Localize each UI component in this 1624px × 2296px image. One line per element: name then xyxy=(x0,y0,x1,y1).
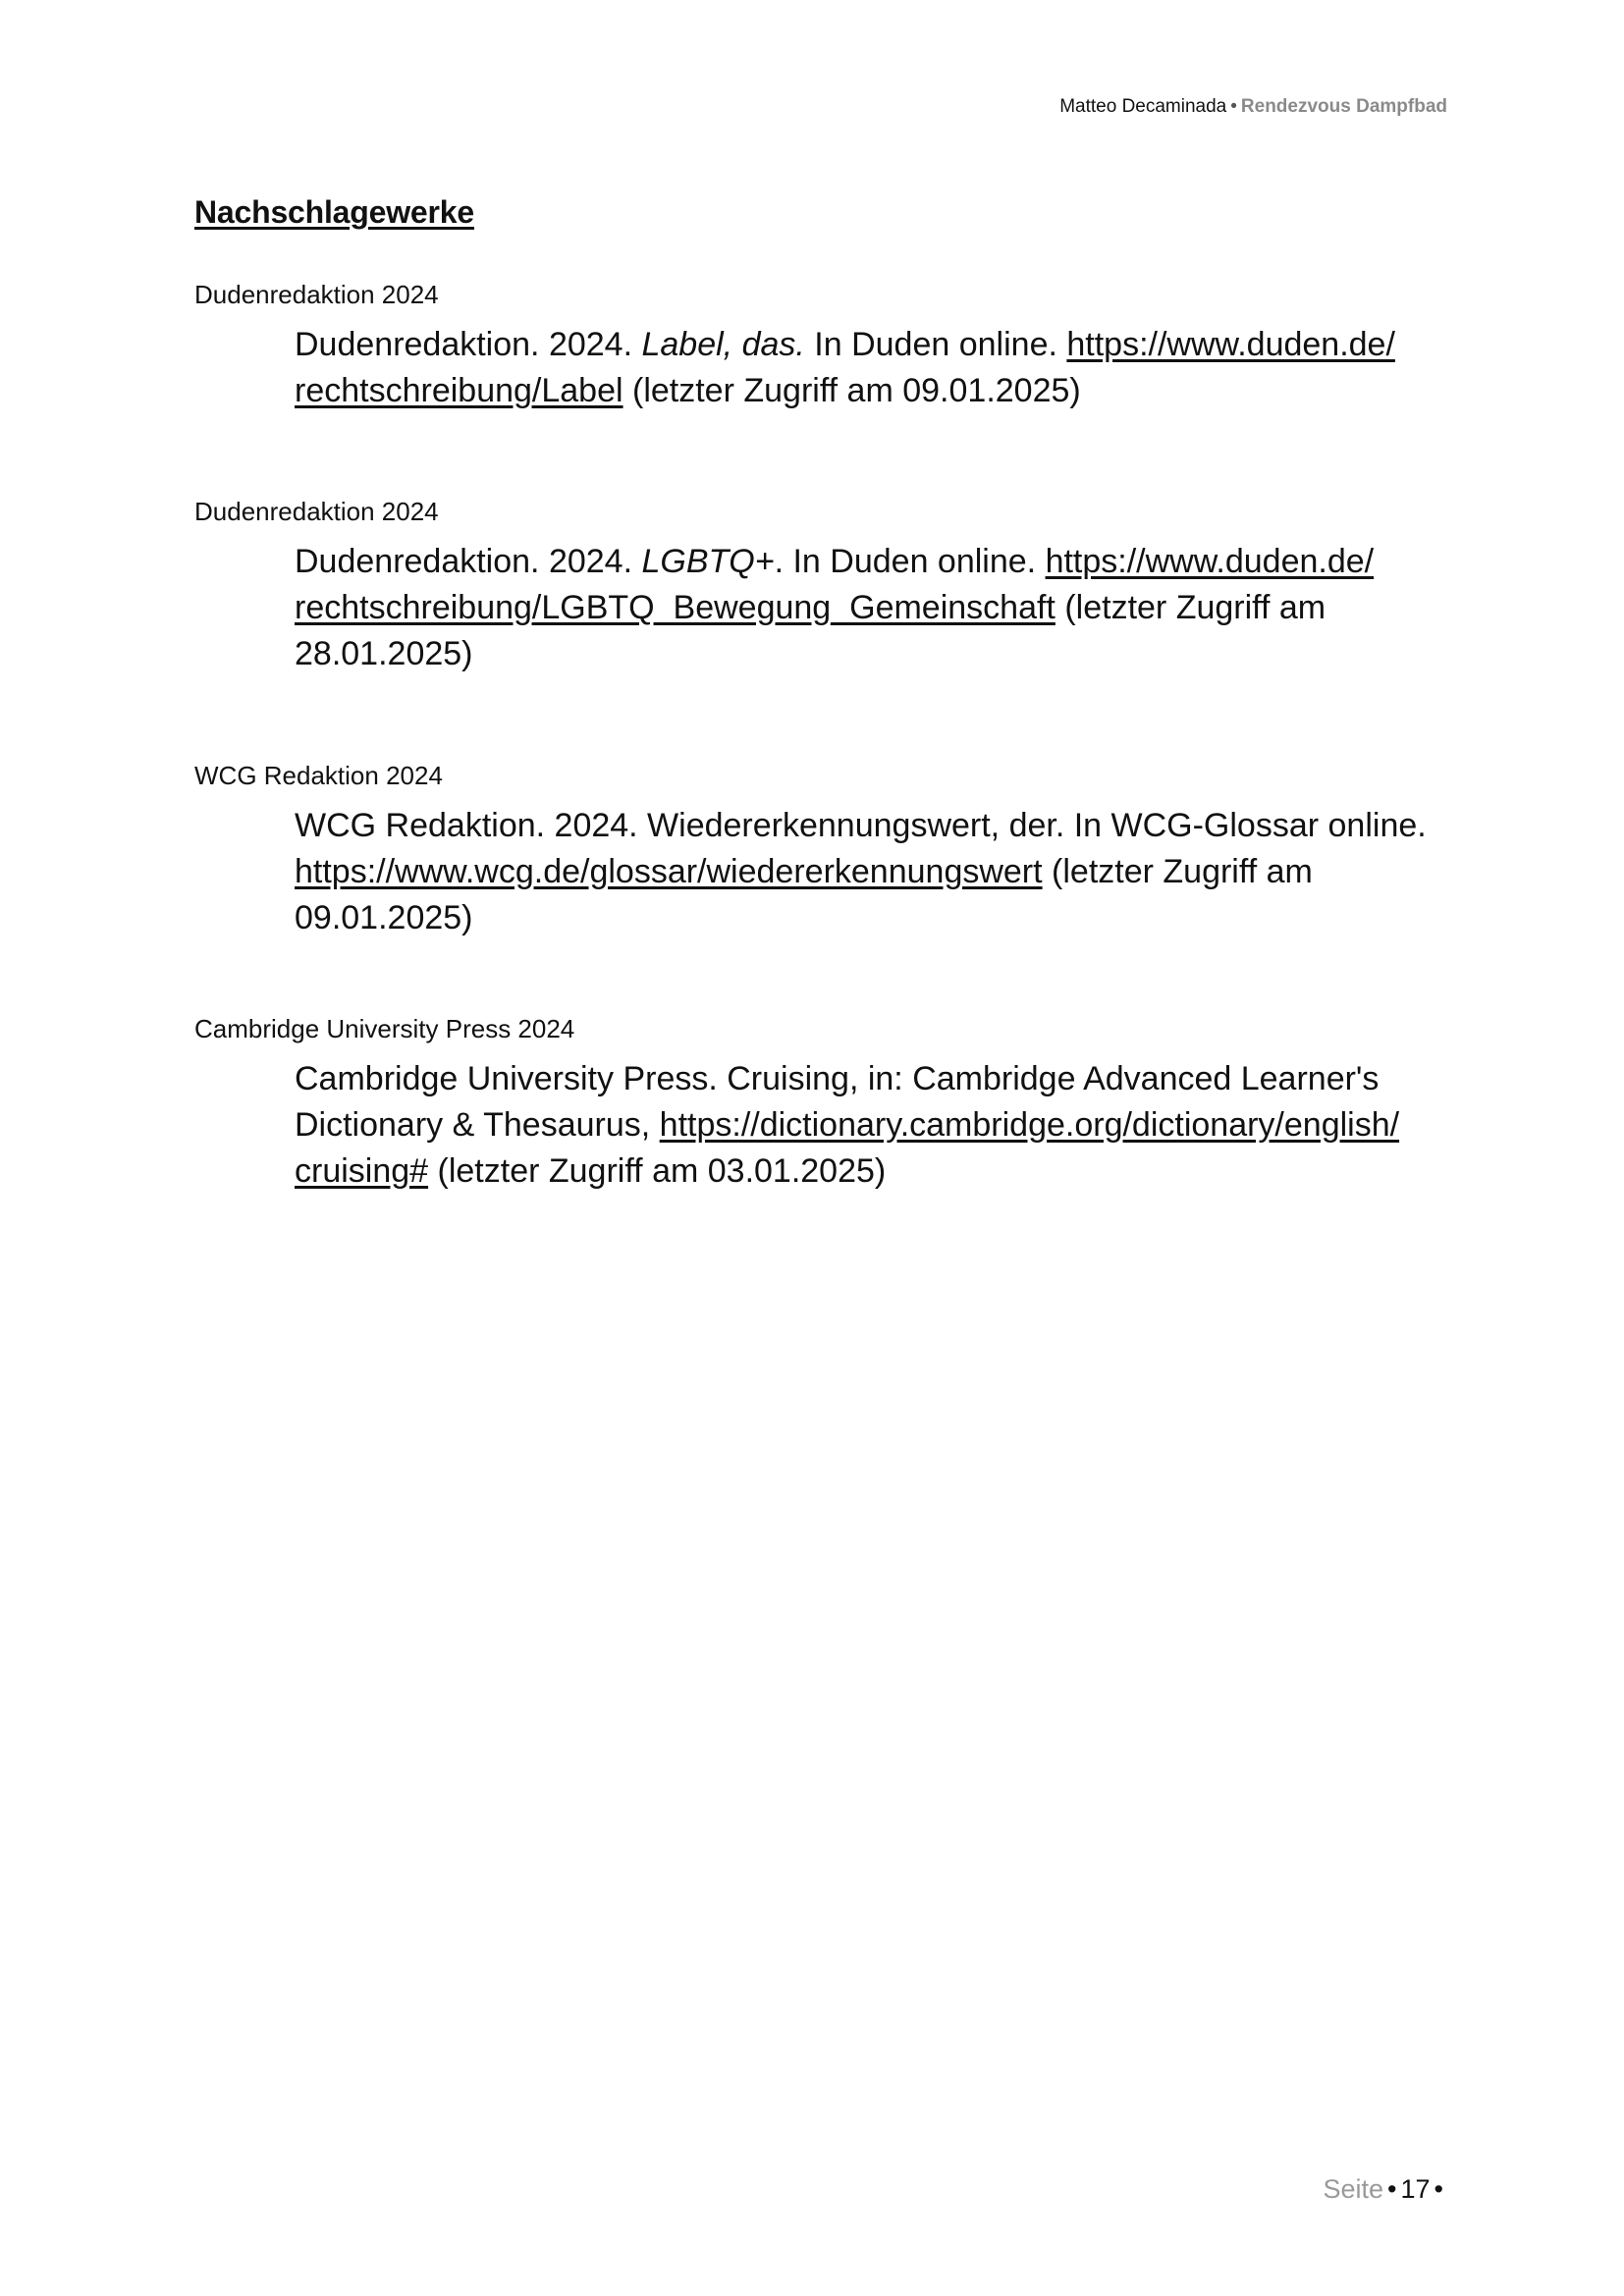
citation-link[interactable]: https://dictionary.cambridge.org/dictionary/english/ cruising# xyxy=(295,1106,1400,1190)
reference-entry xyxy=(194,496,1451,677)
header-author: Matteo Decaminada xyxy=(1059,96,1227,117)
citation-text: In Duden online. xyxy=(804,326,1067,363)
citation-link[interactable]: https://www.wcg.de/glossar/wiedererkennungswert xyxy=(295,853,1043,890)
citation-title: Label, das. xyxy=(641,326,805,363)
reference-entry xyxy=(194,279,1451,414)
reference-key: Cambridge University Press 2024 xyxy=(194,1014,575,1043)
citation-title: LGBTQ+ xyxy=(641,543,775,580)
citation-text: . In Duden online. xyxy=(774,543,1046,580)
citation-text: Dudenredaktion. 2024. xyxy=(295,326,642,363)
citation-access-date: (letzter Zugriff am 03.01.2025) xyxy=(428,1152,887,1190)
citation-text: Dudenredaktion. 2024. xyxy=(295,543,642,580)
page-footer xyxy=(1324,2174,1448,2205)
header-separator: • xyxy=(1230,96,1237,117)
footer-bullet-icon: • xyxy=(1387,2174,1397,2204)
citation-text: WCG Redaktion. 2024. Wiedererkennungswert, der. In WCG-Glossar online. xyxy=(295,807,1427,844)
reference-citation xyxy=(295,322,1434,414)
reference-entry xyxy=(194,1013,1451,1195)
header-document-title: Rendezvous Dampfbad xyxy=(1240,96,1447,117)
reference-key: WCG Redaktion 2024 xyxy=(194,761,443,790)
citation-access-date: (letzter Zugriff am 09.01.2025) xyxy=(295,853,1313,936)
reference-entry xyxy=(194,760,1451,941)
citation-link[interactable]: https://www.duden.de/ rechtschreibung/LGBTQ_Bewegung_Gemeinschaft xyxy=(295,543,1375,626)
citation-text: Cambridge University Press. Cruising, in: Cambridge Advanced Learner's Dictionary & Thesaurus, xyxy=(295,1060,1380,1144)
footer-bullet-icon: • xyxy=(1434,2174,1443,2204)
section-title: Nachschlagewerke xyxy=(194,194,474,230)
reference-key: Dudenredaktion 2024 xyxy=(194,280,439,309)
citation-access-date: (letzter Zugriff am 28.01.2025) xyxy=(295,589,1326,672)
citation-link[interactable]: https://www.duden.de/ rechtschreibung/Label xyxy=(295,326,1395,409)
page-header xyxy=(1059,96,1447,118)
reference-key: Dudenredaktion 2024 xyxy=(194,497,439,526)
citation-access-date: (letzter Zugriff am 09.01.2025) xyxy=(623,372,1081,409)
reference-citation xyxy=(295,1056,1434,1195)
page-label: Seite xyxy=(1323,2174,1384,2204)
reference-citation xyxy=(295,539,1434,677)
page-number: 17 xyxy=(1400,2174,1431,2204)
reference-citation xyxy=(295,803,1434,941)
